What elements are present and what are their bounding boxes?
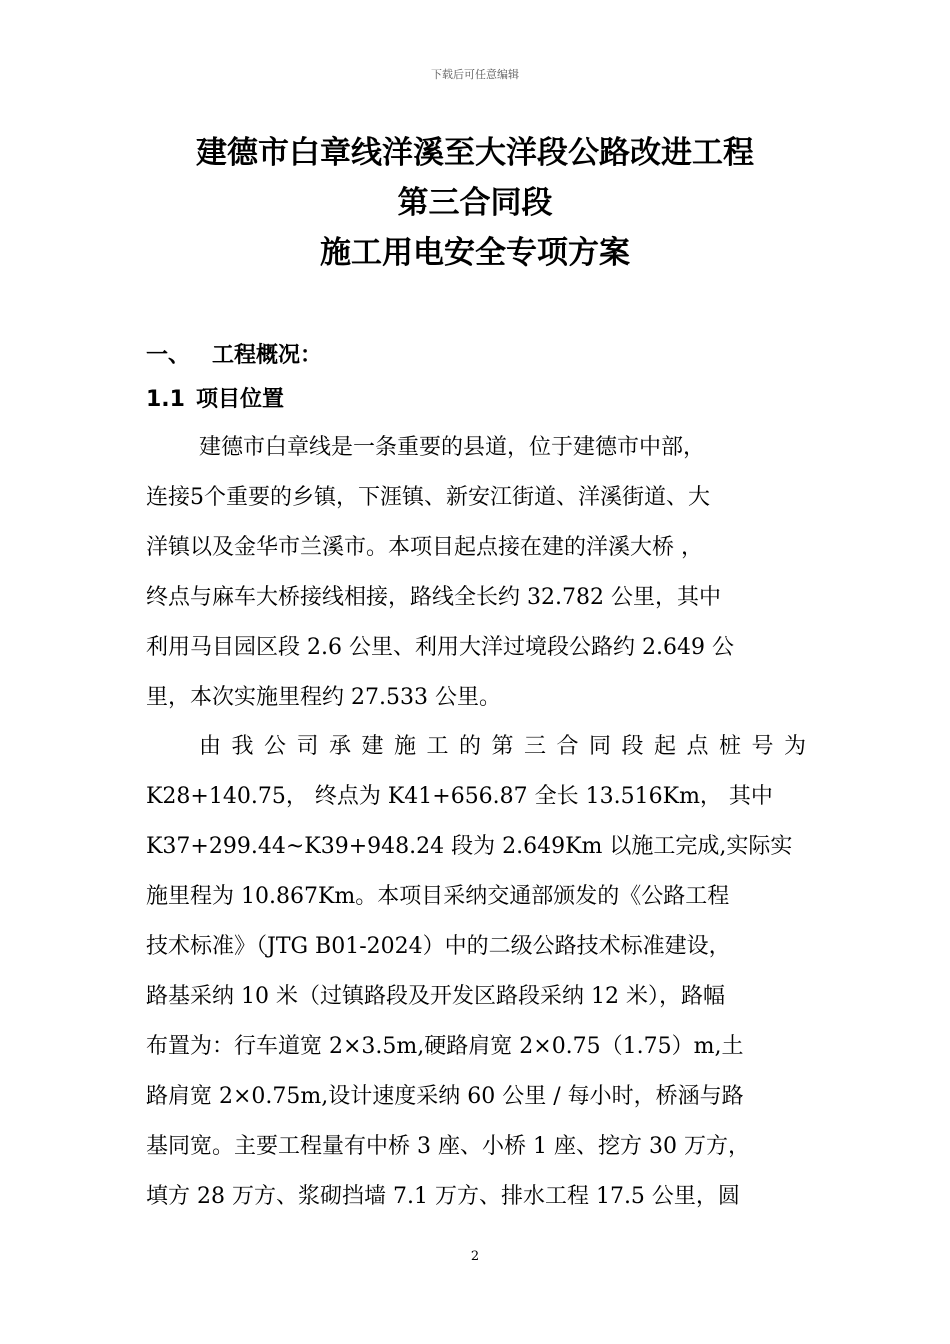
paragraph-line: 技术标准》（JTG B01-2024）中的二级公路技术标准建设， [146,934,731,959]
title-line-2: 第三合同段 [397,185,553,221]
subsection-title: 项目位置 [196,387,285,412]
subsection-heading-1-1 [146,382,284,413]
paragraph-line: 终点与麻车大桥接线相接，路线全长约 32.782 公里，其中 [146,585,721,610]
paragraph-line: 布置为：行车道宽 2×3.5m,硬路肩宽 2×0.75（1.75）m,土 [146,1034,744,1059]
page-header-note: 下载后可任意编辑 [431,68,519,81]
section-heading-1 [146,338,322,369]
document-title [0,128,950,278]
section-number: 一、 [146,343,191,368]
paragraph-line: 由我公司承建施工的第三合同段起点桩号为 [199,734,806,759]
title-line-3: 施工用电安全专项方案 [320,235,630,271]
paragraph-line: K37+299.44~K39+948.24 段为 2.649Km 以施工完成,实际实 [146,834,793,859]
subsection-number: 1.1 [146,387,185,412]
paragraph-line: 利用马目园区段 2.6 公里、利用大洋过境段公路约 2.649 公 [146,635,734,660]
paragraph-line: 建德市白章线是一条重要的县道，位于建德市中部， [199,435,706,460]
paragraph-line: 路基采纳 10 米（过镇路段及开发区路段采纳 12 米），路幅 [146,984,725,1009]
paragraph-line: 洋镇以及金华市兰溪市。本项目起点接在建的洋溪大桥 ， [146,535,703,560]
paragraph-line: 路肩宽 2×0.75m,设计速度采纳 60 公里 / 每小时，桥涵与路 [146,1084,744,1109]
paragraph-project-location [146,423,806,723]
paragraph-line: 里，本次实施里程约 27.533 公里。 [146,685,501,710]
paragraph-line: 基同宽。主要工程量有中桥 3 座、小桥 1 座、挖方 30 万方， [146,1134,750,1159]
paragraph-line: 连接5个重要的乡镇，下涯镇、新安江街道、洋溪街道、大 [146,485,710,510]
paragraph-line: 填方 28 万方、浆砌挡墙 7.1 万方、排水工程 17.5 公里，圆 [146,1184,740,1209]
paragraph-line: K28+140.75， 终点为 K41+656.87 全长 13.516Km， 其中 [146,784,773,809]
page-number: 2 [470,1249,480,1264]
paragraph-line: 施里程为 10.867Km。本项目采纳交通部颁发的《公路工程 [146,884,730,909]
paragraph-contract-section [146,722,806,1222]
section-title: 工程概况： [212,343,323,368]
title-line-1: 建德市白章线洋溪至大洋段公路改进工程 [196,135,754,171]
